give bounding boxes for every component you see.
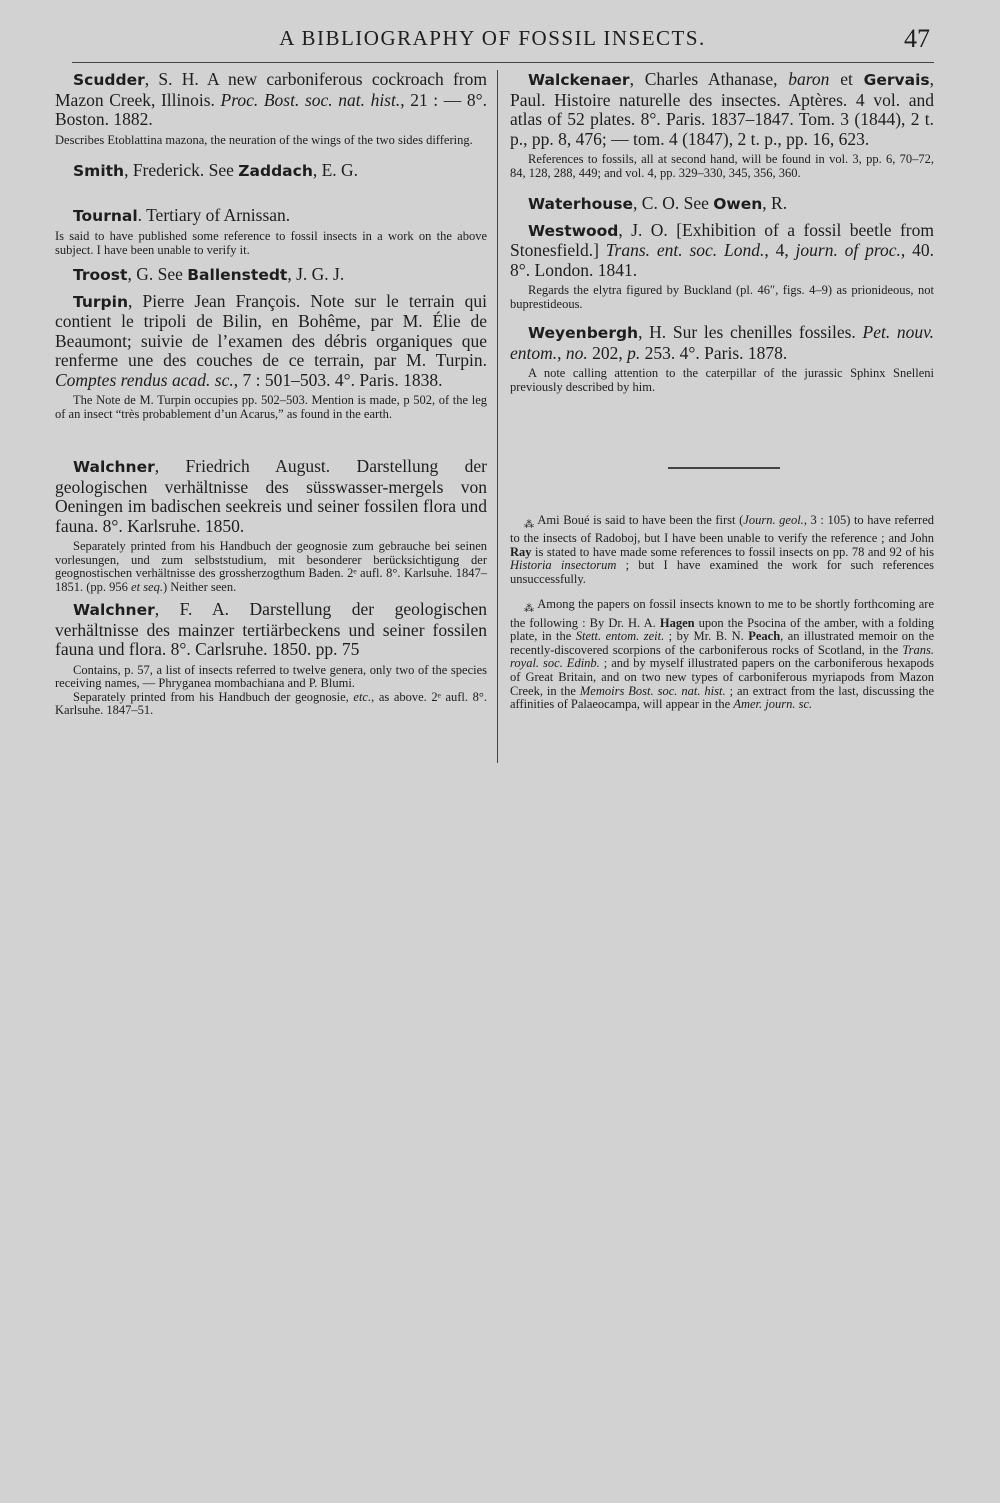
- footnote-segment: Among the papers on fossil insects known to me to be shortly forthcoming are the following : By Dr. H. A.: [510, 597, 934, 630]
- entry-text: [510, 221, 934, 281]
- entry-segment: , J. G. J.: [287, 264, 345, 284]
- entry-author: Smith: [73, 162, 125, 180]
- right-column: [510, 68, 934, 394]
- entry-text: [55, 457, 487, 536]
- entry-text: [55, 600, 487, 660]
- entry-text: [55, 206, 487, 227]
- see-author: Ballenstedt: [187, 266, 288, 284]
- entry-note: Contains, p. 57, a list of insects referred to twelve genera, only two of the species receiving names, — Phryganea mombachiana and P. Blumi.: [55, 662, 487, 690]
- footnote-name: Hagen: [659, 615, 695, 630]
- entry-note: The Note de M. Turpin occupies pp. 502–503. Mention is made, p 502, of the leg of an insect “très probablement d’un Acarus,” as found in the earth.: [55, 393, 487, 421]
- entry-segment: 253. 4°. Paris. 1878.: [640, 342, 788, 363]
- entry-note: Regards the elytra figured by Buckland (pl. 46″, figs. 4–9) as prionideous, not buprestideous.: [510, 283, 934, 311]
- see-author: Zaddach: [238, 162, 313, 180]
- entry-text: [55, 161, 487, 182]
- entry-italic: no.: [565, 342, 588, 363]
- footnote-segment: upon the Psocina of the amber, with a folding plate, in the: [510, 615, 934, 644]
- journal-title: journ. of proc.: [795, 240, 901, 260]
- entry-note: [55, 691, 487, 718]
- entry-author: Walckenaer: [528, 71, 630, 89]
- entry-author: Troost: [73, 266, 128, 284]
- page-number: 47: [904, 24, 930, 53]
- footnote-segment: ; by Mr. B. N.: [664, 629, 749, 644]
- entry-italic: p.: [627, 342, 641, 363]
- entry-text: [510, 323, 934, 363]
- asterism-icon: ⁂: [524, 519, 535, 531]
- entry-segment: ,: [557, 342, 566, 363]
- section-rule: [668, 467, 780, 469]
- entry-walchner-2: [55, 600, 487, 718]
- running-title: A BIBLIOGRAPHY OF FOSSIL INSECTS.: [279, 26, 706, 50]
- journal-title: Pet. nouv. entom.: [510, 322, 934, 363]
- entry-note: [55, 540, 487, 594]
- entry-author: Turpin: [73, 292, 128, 311]
- entry-waterhouse: [510, 194, 934, 215]
- entry-text: [55, 70, 487, 130]
- footnote-italic: Journ. geol.: [743, 513, 804, 527]
- footnote-name: Peach: [748, 629, 781, 644]
- entry-scudder: [55, 70, 487, 147]
- entry-author: Tournal: [73, 206, 138, 225]
- footnote-segment: , 3 : 105) to have referred to the insects of Radoboj, but I have been unable to verify the reference ; and John: [510, 513, 934, 546]
- entry-note: Describes Etoblattina mazona, the neuration of the wings of the two sides differing.: [55, 132, 473, 147]
- entry-note: References to fossils, all at second hand, will be found in vol. 3, pp. 6, 70–72, 84, 128, 288, 449; and vol. 4, pp. 329–330, 345, 356, 360.: [510, 152, 934, 180]
- footnotes: [510, 514, 934, 712]
- entry-segment: , 4,: [764, 240, 796, 260]
- entry-segment: , G. See: [127, 264, 188, 284]
- entry-segment: , S. H. A new carboniferous cockroach from Mazon Creek, Illinois.: [55, 69, 487, 110]
- entry-author: Walchner: [73, 601, 155, 619]
- note-segment: Separately printed from his Handbuch der geognosie zum gebrauche bei seinen vorlesungen, und zum selbststudium, mit besonderer berücksichtigung der geognostischen verhältnisse des grossherzogthum Baden. 2ᵉ aufl. 8°. Karlsuhe. 1847–1851. (pp. 956: [55, 539, 487, 594]
- entry-segment: . Tertiary of Arnissan.: [137, 204, 291, 225]
- footnote-segment: ; but I have examined the work for such references unsuccessfully.: [510, 558, 934, 586]
- entry-troost: [55, 265, 487, 286]
- note-segment: Separately printed from his Handbuch der geognosie,: [73, 689, 354, 704]
- entry-segment: , Charles Athanase,: [629, 69, 789, 89]
- entry-segment: , Paul. Histoire naturelle des insectes. Aptères. 4 vol. and atlas of 52 plates. 8°. Paris. 1837–1847. Tom. 3 (1844), 2 t. p., pp. 8, 476; — tom. 4 (1847), 2 t. p., pp. 16, 623.: [510, 69, 934, 149]
- entry-segment: 202,: [587, 342, 628, 363]
- footnote-segment: , an illustrated memoir on the recently-discovered scorpions of the carboniferous rocks of Scotland, in the: [510, 629, 935, 657]
- page-header: [0, 22, 1000, 56]
- note-italic: etc.: [353, 689, 372, 704]
- entry-text: [55, 265, 487, 286]
- entry-text: [510, 70, 934, 149]
- entry-walchner-1: [55, 457, 487, 594]
- entry-author: Weyenbergh: [528, 324, 639, 342]
- footnote-italic: Amer. journ. sc.: [733, 697, 813, 712]
- entry-note: A note calling attention to the caterpillar of the jurassic Sphinx Snelleni previously described by him.: [510, 366, 934, 394]
- note-italic: et seq.: [131, 579, 163, 594]
- entry-segment: , J. O. [Exhibition of a fossil beetle from Stonesfield.]: [510, 219, 934, 260]
- entry-tournal: [55, 206, 487, 258]
- entry-segment: , E. G.: [312, 160, 359, 180]
- entry-text: [510, 194, 934, 215]
- entry-note: Is said to have published some reference to fossil insects in a work on the above subject. I have been unable to verify it.: [55, 229, 487, 257]
- entry-author: Waterhouse: [528, 195, 634, 213]
- see-author: Owen: [713, 195, 763, 213]
- entry-text: [55, 292, 487, 391]
- journal-title: Comptes rendus acad. sc.: [55, 369, 234, 390]
- footnote-segment: ; an extract from the last, discussing the affinities of Palaeocampa, will appear in the: [510, 683, 935, 712]
- note-segment: ) Neither seen.: [162, 579, 237, 594]
- footnote-segment: ; and by myself illustrated papers on the carboniferous hexapods of Great Britain, and on two new types of carboniferous myriapods from Mazon Creek, in the: [510, 656, 934, 698]
- column-divider: [497, 70, 498, 763]
- entry-smith: [55, 161, 487, 182]
- entry-segment: , Pierre Jean François. Note sur le terrain qui contient le tripoli de Bilin, en Bohême, par M. Élie de Beaumont; suivie de l’examen des débris organiques que renferme une des couches de ce terrain, par M. Turpin.: [55, 290, 487, 370]
- entry-segment: , Friedrich August. Darstellung der geologischen verhältnisse des süsswasser-mergels von Oeningen im badischen seekreis und seiner fossilen flora und fauna. 8°. Karlsruhe. 1850.: [55, 456, 487, 536]
- entry-segment: , 7 : 501–503. 4°. Paris. 1838.: [233, 369, 443, 390]
- footnote-italic: Stett. entom. zeit.: [575, 629, 665, 644]
- journal-title: Trans. ent. soc. Lond.: [605, 240, 765, 260]
- entry-walckenaer: [510, 70, 934, 180]
- entry-italic: baron: [788, 69, 830, 89]
- entry-segment: , F. A. Darstellung der geologischen verhältnisse des mainzer tertiärbeckens und seiner fossilen fauna und flora. 8°. Carlsruhe. 1850. pp. 75: [55, 599, 487, 659]
- entry-segment: , 40. 8°. London. 1841.: [510, 240, 935, 280]
- footnote-italic: Memoirs Bost. soc. nat. hist.: [579, 683, 726, 698]
- entry-segment: , Frederick. See: [124, 160, 239, 180]
- entry-segment: , H. Sur les chenilles fossiles.: [638, 322, 863, 342]
- note-segment: , as above. 2ᵉ aufl. 8°. Karlsuhe. 1847–51.: [55, 689, 487, 717]
- entry-weyenbergh: [510, 323, 934, 394]
- footnote-segment: Ami Boué is said to have been the first (: [537, 513, 744, 527]
- entry-segment: , R.: [762, 193, 788, 213]
- footnote-italic: Trans. royal. soc. Edinb.: [510, 642, 934, 671]
- footnote-forthcoming: [510, 598, 934, 711]
- entry-author: Walchner: [73, 458, 155, 476]
- left-column: [55, 68, 487, 718]
- entry-westwood: [510, 221, 934, 312]
- footnote-italic: Historia insectorum: [510, 558, 617, 573]
- entry-turpin: [55, 292, 487, 422]
- footnote-segment: is stated to have made some references to fossil insects on pp. 78 and 92 of his: [531, 544, 934, 559]
- entry-segment: et: [829, 69, 864, 89]
- footnote-name: Ray: [510, 544, 532, 559]
- entry-author-2: Gervais: [863, 71, 930, 89]
- entry-author: Westwood: [528, 221, 619, 240]
- journal-title: Proc. Bost. soc. nat. hist.: [220, 89, 401, 110]
- footnote-boue: [510, 514, 934, 586]
- entry-segment: , C. O. See: [633, 193, 714, 213]
- header-rule: [72, 62, 934, 63]
- entry-segment: , 21 : — 8°. Boston. 1882.: [55, 89, 487, 129]
- entry-author: Scudder: [73, 71, 145, 89]
- asterism-icon: ⁂: [524, 603, 535, 615]
